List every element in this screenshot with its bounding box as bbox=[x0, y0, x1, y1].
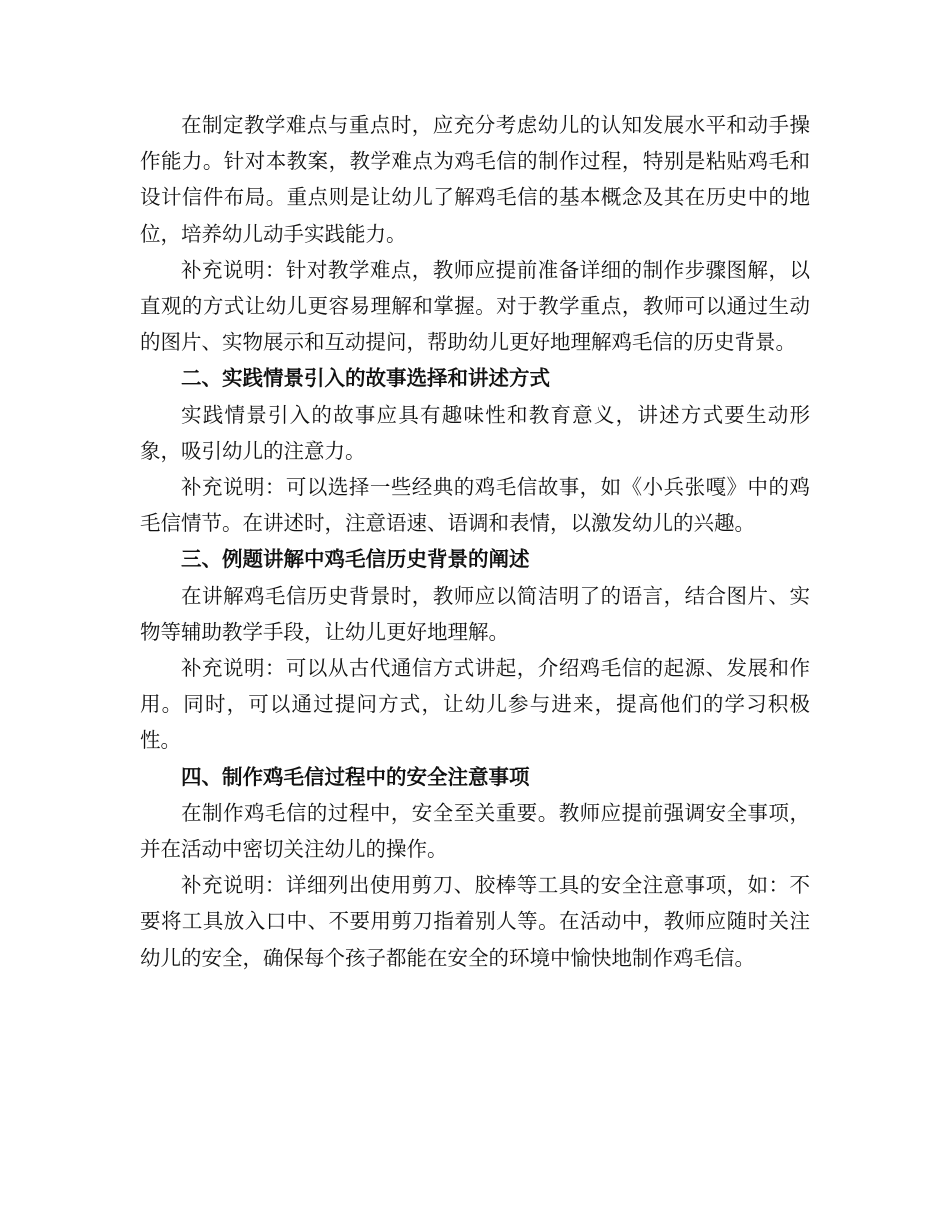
section-heading-2: 二、实践情景引入的故事选择和讲述方式 bbox=[181, 366, 550, 391]
paragraph-history-note: 补充说明：可以从古代通信方式讲起，介绍鸡毛信的起源、发展和作用。同时，可以通过提问方式，让幼儿参与进来，提高他们的学习积极性。 bbox=[140, 656, 810, 753]
paragraph-safety-note: 补充说明：详细列出使用剪刀、胶棒等工具的安全注意事项，如：不要将工具放入口中、不要用剪刀指着别人等。在活动中，教师应随时关注幼儿的安全，确保每个孩子都能在安全的环境中愉快地制作鸡毛信。 bbox=[140, 873, 810, 970]
section-heading-4: 四、制作鸡毛信过程中的安全注意事项 bbox=[181, 764, 530, 789]
paragraph-difficulty-focus: 在制定教学难点与重点时，应充分考虑幼儿的认知发展水平和动手操作能力。针对本教案，教学难点为鸡毛信的制作过程，特别是粘贴鸡毛和设计信件布局。重点则是让幼儿了解鸡毛信的基本概念及其在历史中的地位，培养幼儿动手实践能力。 bbox=[140, 113, 810, 246]
paragraph-story-intro: 实践情景引入的故事应具有趣味性和教育意义，讲述方式要生动形象，吸引幼儿的注意力。 bbox=[140, 402, 810, 463]
paragraph-history-intro: 在讲解鸡毛信历史背景时，教师应以简洁明了的语言，结合图片、实物等辅助教学手段，让幼儿更好地理解。 bbox=[140, 583, 810, 644]
paragraph-story-note: 补充说明：可以选择一些经典的鸡毛信故事，如《小兵张嘎》中的鸡毛信情节。在讲述时，注意语速、语调和表情，以激发幼儿的兴趣。 bbox=[140, 475, 810, 536]
paragraph-safety-intro: 在制作鸡毛信的过程中，安全至关重要。教师应提前强调安全事项，并在活动中密切关注幼儿的操作。 bbox=[140, 800, 810, 862]
section-heading-3: 三、例题讲解中鸡毛信历史背景的阐述 bbox=[181, 547, 530, 572]
paragraph-difficulty-note: 补充说明：针对教学难点，教师应提前准备详细的制作步骤图解，以直观的方式让幼儿更容易理解和掌握。对于教学重点，教师可以通过生动的图片、实物展示和互动提问，帮助幼儿更好地理解鸡毛信的历史背景。 bbox=[140, 257, 810, 355]
